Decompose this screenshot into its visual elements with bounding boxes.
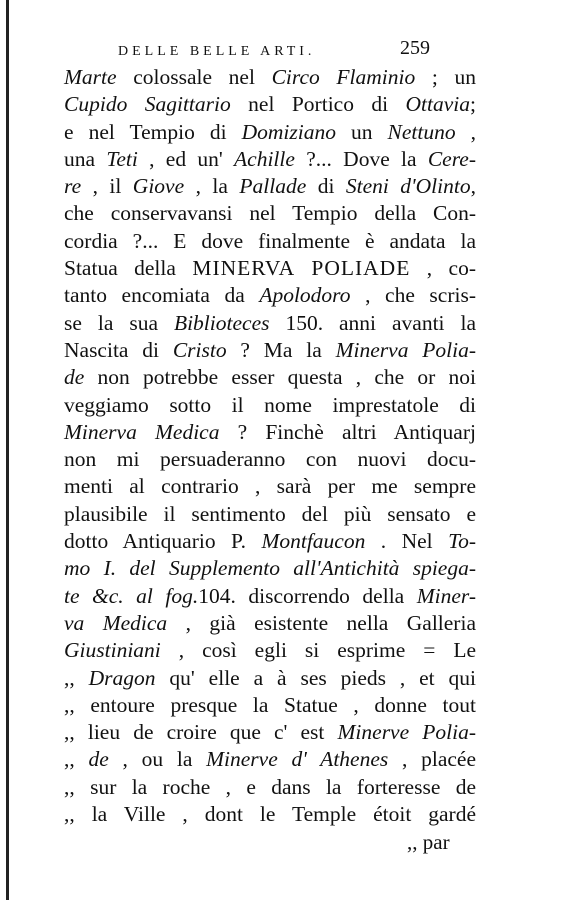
italic-span: Achille xyxy=(234,146,295,171)
text-span: ? Ma la xyxy=(226,337,336,362)
text-span: qu' elle a à ses pieds , et qui xyxy=(155,665,477,690)
text-span: 104. discorrendo della xyxy=(198,583,417,608)
text-span: non mi persuaderanno con nuovi docu- xyxy=(64,447,476,472)
text-line xyxy=(64,173,476,200)
text-line xyxy=(64,583,476,610)
italic-span: Miner- xyxy=(416,583,477,608)
text-span: Nascita di xyxy=(64,337,173,362)
smallcaps-span: MINERVA POLIADE xyxy=(192,256,411,281)
text-span: ,, lieu de croire que c' est xyxy=(64,720,338,745)
text-line xyxy=(64,64,476,91)
text-span: . Nel xyxy=(365,529,449,554)
text-span: plausibile il sentimento del più sensato e xyxy=(64,501,476,526)
text-span: Statua della xyxy=(64,256,193,281)
italic-span: Giove xyxy=(132,174,185,199)
text-line xyxy=(64,392,476,419)
italic-span: Cupido Sagittario xyxy=(64,92,231,117)
italic-span: Dragon xyxy=(88,665,156,690)
italic-span: Giustiniani xyxy=(64,638,161,663)
text-line xyxy=(64,746,476,773)
text-span: ; xyxy=(470,92,476,117)
text-span: un xyxy=(335,119,388,144)
text-span: ,, entoure presque la Statue , donne tout xyxy=(64,692,476,717)
italic-span: Steni d'Olinto xyxy=(345,174,471,199)
text-line xyxy=(64,774,476,801)
text-line xyxy=(64,146,476,173)
italic-span: Minerve Polia- xyxy=(337,720,476,745)
text-span: menti al contrario , sarà per me sempre xyxy=(64,474,476,499)
text-line xyxy=(64,637,476,664)
italic-span: Cristo xyxy=(172,337,227,362)
italic-span: Montfaucon xyxy=(261,529,366,554)
italic-span: mo I. del Supplemento all'Antichità spiega- xyxy=(64,556,476,581)
text-line xyxy=(64,337,476,364)
text-span: una xyxy=(64,146,107,171)
italic-span: Pallade xyxy=(239,174,307,199)
text-line xyxy=(64,665,476,692)
text-span: 150. anni avanti la xyxy=(269,310,476,335)
italic-span: Biblioteces xyxy=(173,310,270,335)
text-span: cordia ?... E dove finalmente è andata la xyxy=(64,228,476,253)
italic-span: te &c. al fog. xyxy=(64,583,199,608)
text-span: ?... Dove la xyxy=(294,146,428,171)
italic-span: re xyxy=(64,174,82,199)
text-span: e nel Tempio di xyxy=(64,119,242,144)
text-span: , ou la xyxy=(108,747,207,772)
italic-span: de xyxy=(88,747,109,772)
running-head: DELLE BELLE ARTI. xyxy=(118,44,316,59)
text-line xyxy=(64,282,476,309)
text-span: , xyxy=(470,174,476,199)
text-line xyxy=(64,473,476,500)
italic-span: Ottavia xyxy=(405,92,471,117)
text-span: se la sua xyxy=(64,310,174,335)
text-span: ; un xyxy=(415,65,476,89)
italic-span: Minerva Medica xyxy=(64,419,220,444)
italic-span: de xyxy=(64,365,85,390)
italic-span: To- xyxy=(448,529,476,554)
text-span: colossale nel xyxy=(116,65,272,89)
text-line xyxy=(64,555,476,582)
text-span: dotto Antiquario P. xyxy=(64,529,262,554)
italic-span: va Medica xyxy=(64,610,168,635)
text-span: ,, sur la roche , e dans la forteresse de xyxy=(64,774,476,799)
italic-span: Cere- xyxy=(427,146,476,171)
text-span: , che scris- xyxy=(350,283,476,308)
text-line xyxy=(64,200,476,227)
text-line xyxy=(64,310,476,337)
italic-span: Nettuno xyxy=(387,119,456,144)
page-edge xyxy=(6,0,9,900)
text-line xyxy=(64,692,476,719)
text-line xyxy=(64,610,476,637)
text-span: ? Finchè altri Antiquarj xyxy=(219,419,476,444)
italic-span: Circo Flaminio xyxy=(271,65,416,89)
italic-span: Marte xyxy=(64,65,117,89)
catchword: ,, par xyxy=(407,830,450,854)
body-text xyxy=(64,64,476,828)
text-line xyxy=(64,801,476,828)
text-span: , già esistente nella Galleria xyxy=(167,610,476,635)
text-span: , placée xyxy=(388,747,476,772)
text-line xyxy=(64,119,476,146)
text-line xyxy=(64,528,476,555)
text-line xyxy=(64,446,476,473)
italic-span: Minerve d' Athenes xyxy=(206,747,389,772)
text-line xyxy=(64,719,476,746)
italic-span: Apolodoro xyxy=(259,283,351,308)
text-span: , il xyxy=(81,174,133,199)
text-line xyxy=(64,91,476,118)
text-line xyxy=(64,255,476,282)
page-number: 259 xyxy=(400,37,430,59)
text-span: ,, la Ville , dont le Temple étoit gardé xyxy=(64,802,476,827)
text-span: , la xyxy=(184,174,240,199)
text-line xyxy=(64,228,476,255)
italic-span: Domiziano xyxy=(241,119,336,144)
text-span: non potrebbe esser questa , che or noi xyxy=(84,365,476,390)
text-span: che conservavansi nel Tempio della Con- xyxy=(64,201,476,226)
text-span: , ed un' xyxy=(137,146,235,171)
text-span: nel Portico di xyxy=(230,92,406,117)
text-line xyxy=(64,364,476,391)
italic-span: Minerva Polia- xyxy=(335,337,477,362)
text-span: di xyxy=(306,174,346,199)
text-span: , così egli si esprime = Le xyxy=(160,638,476,663)
text-span: tanto encomiata da xyxy=(64,283,260,308)
text-span: , xyxy=(455,119,477,144)
italic-span: Teti xyxy=(106,146,138,171)
text-span: , co- xyxy=(410,256,476,281)
text-span: ,, xyxy=(64,665,89,690)
text-line xyxy=(64,501,476,528)
text-span: veggiamo sotto il nome imprestatole di xyxy=(64,392,476,417)
text-span: ,, xyxy=(64,747,89,772)
text-line xyxy=(64,419,476,446)
